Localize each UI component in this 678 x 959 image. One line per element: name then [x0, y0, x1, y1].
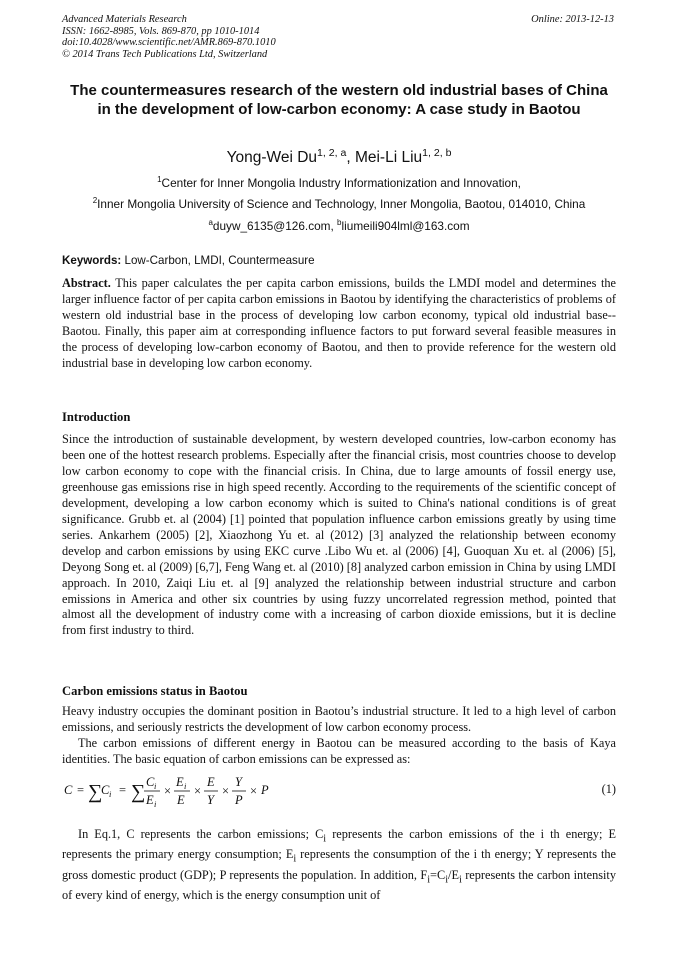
author-name: Yong-Wei Du — [226, 149, 318, 166]
email-mark: a — [208, 218, 213, 228]
eq-numerator: E — [207, 775, 215, 789]
sum-icon: ∑ — [88, 781, 103, 803]
eq-population: P — [261, 783, 269, 797]
abstract — [62, 276, 616, 372]
email-mark: b — [337, 218, 342, 228]
explanation-subscript: i — [427, 874, 431, 886]
explanation-text: represents the carbon emissions of the i th energy; E represents the primary energy consumption; E — [62, 827, 616, 862]
multiply-sign: × — [164, 784, 172, 798]
equation-formula — [64, 770, 324, 812]
eq-numerator: E — [176, 775, 184, 789]
eq-numerator-subscript: i — [184, 781, 187, 791]
equation-explanation — [62, 827, 616, 904]
eq-numerator: C — [146, 775, 155, 789]
author-affiliation-mark: 1, 2, a — [317, 146, 347, 159]
affiliation-mark: 2 — [92, 196, 98, 206]
eq-denominator: P — [235, 793, 243, 807]
journal-header — [62, 14, 276, 60]
keywords-label: Keywords: — [62, 254, 122, 267]
explanation-subscript: i — [323, 833, 327, 845]
explanation-text: =C — [430, 867, 446, 882]
eq-ci: C — [101, 783, 110, 797]
multiply-sign: × — [222, 784, 230, 798]
journal-name: Advanced Materials Research — [62, 14, 187, 25]
explanation-subscript: i — [293, 853, 297, 865]
online-date: Online: 2013-12-13 — [531, 14, 614, 25]
section-heading-carbon-status: Carbon emissions status in Baotou — [62, 684, 248, 698]
author-affiliation-mark: 1, 2, b — [422, 146, 452, 159]
eq-denominator: Y — [207, 793, 214, 807]
introduction-paragraph: Since the introduction of sustainable development, by western developed countries, low-carbon economy has been one of the hottest research problems. Especially after the financial crisis, most countries choose to develop low carbon economy to cope with the financial crisis. In China, due to large amounts of fossil energy use, greenhouse gas emissions rise in high speed recently. According to the requirements of the scientific concept of development, developing a low carbon economy which is suited to China's national conditions is of great significance. Grubb et. al (2004) [1] pointed that population influence carbon emissions greatly by using time series. Ankarhem (2005) [2], Xiaozhong Yu et. al (2012) [3] analyzed the relationship between economy develop and carbon emissions by using EKC curve .Libo Wu et. al (2006) [4], Guoquan Xu et. al (2006) [5], Deyong Song et. al (2009) [6,7], Feng Wang et. al (2010) [8] analyzed carbon emission in China by using LMDI approach. In 2010, Zaiqi Liu et. al [9] analyzed the relationship between industrial structure and carbon emissions in America and other six countries by using fuzzy uncorrelated regression method, pointed that almost all the development of industry come with a increasing of carbon dioxide emissions, but it is decline from first industry to third. — [62, 432, 616, 638]
author-separator: , — [346, 149, 355, 166]
explanation-text: represents the carbon intensity of every kind of energy, which is the energy consumption unit of — [62, 867, 616, 903]
eq-denominator: E — [146, 793, 154, 807]
copyright-line: © 2014 Trans Tech Publications Ltd, Switzerland — [62, 48, 268, 60]
multiply-sign: × — [194, 784, 202, 798]
issn-line: ISSN: 1662-8985, Vols. 869-870, pp 1010-1014 — [62, 25, 260, 37]
status-paragraph-1: Heavy industry occupies the dominant position in Baotou’s industrial structure. It led to a high level of carbon emissions, and seriously restricts the development of low carbon economy process. — [62, 704, 616, 734]
equation-1 — [64, 770, 616, 812]
author-line — [62, 148, 616, 168]
affiliation-text: Center for Inner Mongolia Industry Informationization and Innovation, — [161, 176, 521, 190]
affiliation-1 — [40, 176, 638, 191]
eq-numerator-subscript: i — [154, 781, 157, 791]
eq-numerator: Y — [235, 775, 242, 789]
eq-equals: = — [77, 783, 85, 797]
explanation-text: /E — [448, 867, 459, 882]
email-line — [40, 219, 638, 234]
eq-denominator-subscript: i — [154, 799, 157, 809]
affiliation-text: Inner Mongolia University of Science and Technology, Inner Mongolia, Baotou, 014010, China — [97, 197, 586, 211]
paper-title: The countermeasures research of the western old industrial bases of China in the development of low-carbon economy: A case study in Baotou — [70, 82, 608, 118]
status-paragraph-2: The carbon emissions of different energy in Baotou can be measured according to the basis of Kaya identities. The basic equation of carbon emissions can be expressed as: — [62, 736, 616, 766]
explanation-text: In Eq.1, C represents the carbon emissions; C — [78, 827, 324, 841]
explanation-subscript: i — [445, 874, 449, 886]
affiliation-2 — [40, 197, 638, 212]
eq-equals: = — [119, 783, 127, 797]
email-address: duyw_6135@126.com, — [212, 219, 338, 233]
explanation-subscript: i — [458, 874, 462, 886]
author-name: Mei-Li Liu — [354, 149, 423, 166]
keywords — [62, 253, 315, 268]
abstract-text: This paper calculates the per capita carbon emissions, builds the LMDI model and determines the larger influence factor of per capita carbon emissions in Baotou by identifying the characteristics of problems of western old industrial base in the process of developing low carbon economy, typical old industrial base-- Baotou. Finally, this paper aim at corresponding influence factors to put forward several feasible measures in the process of developing low-carbon economy of Baotou, and then to provide reference for the western old industrial base in developing low carbon economy. — [62, 276, 616, 370]
eq-denominator: E — [177, 793, 185, 807]
explanation-text: represents the consumption of the i th energy; Y represents the gross domestic product (GDP); P represents the population. In addition, F — [62, 847, 616, 882]
email-address: liumeili904lml@163.com — [341, 219, 470, 233]
equation-number: (1) — [601, 782, 616, 796]
affiliation-mark: 1 — [157, 175, 162, 185]
abstract-label: Abstract. — [62, 276, 111, 290]
doi-line: doi:10.4028/www.scientific.net/AMR.869-870.1010 — [62, 37, 276, 48]
keywords-text: Low-Carbon, LMDI, Countermeasure — [121, 254, 315, 267]
section-heading-introduction: Introduction — [62, 410, 131, 424]
eq-lhs: C — [64, 783, 73, 797]
multiply-sign: × — [250, 784, 258, 798]
sum-icon: ∑ — [131, 781, 146, 803]
eq-ci-subscript: i — [109, 789, 112, 799]
